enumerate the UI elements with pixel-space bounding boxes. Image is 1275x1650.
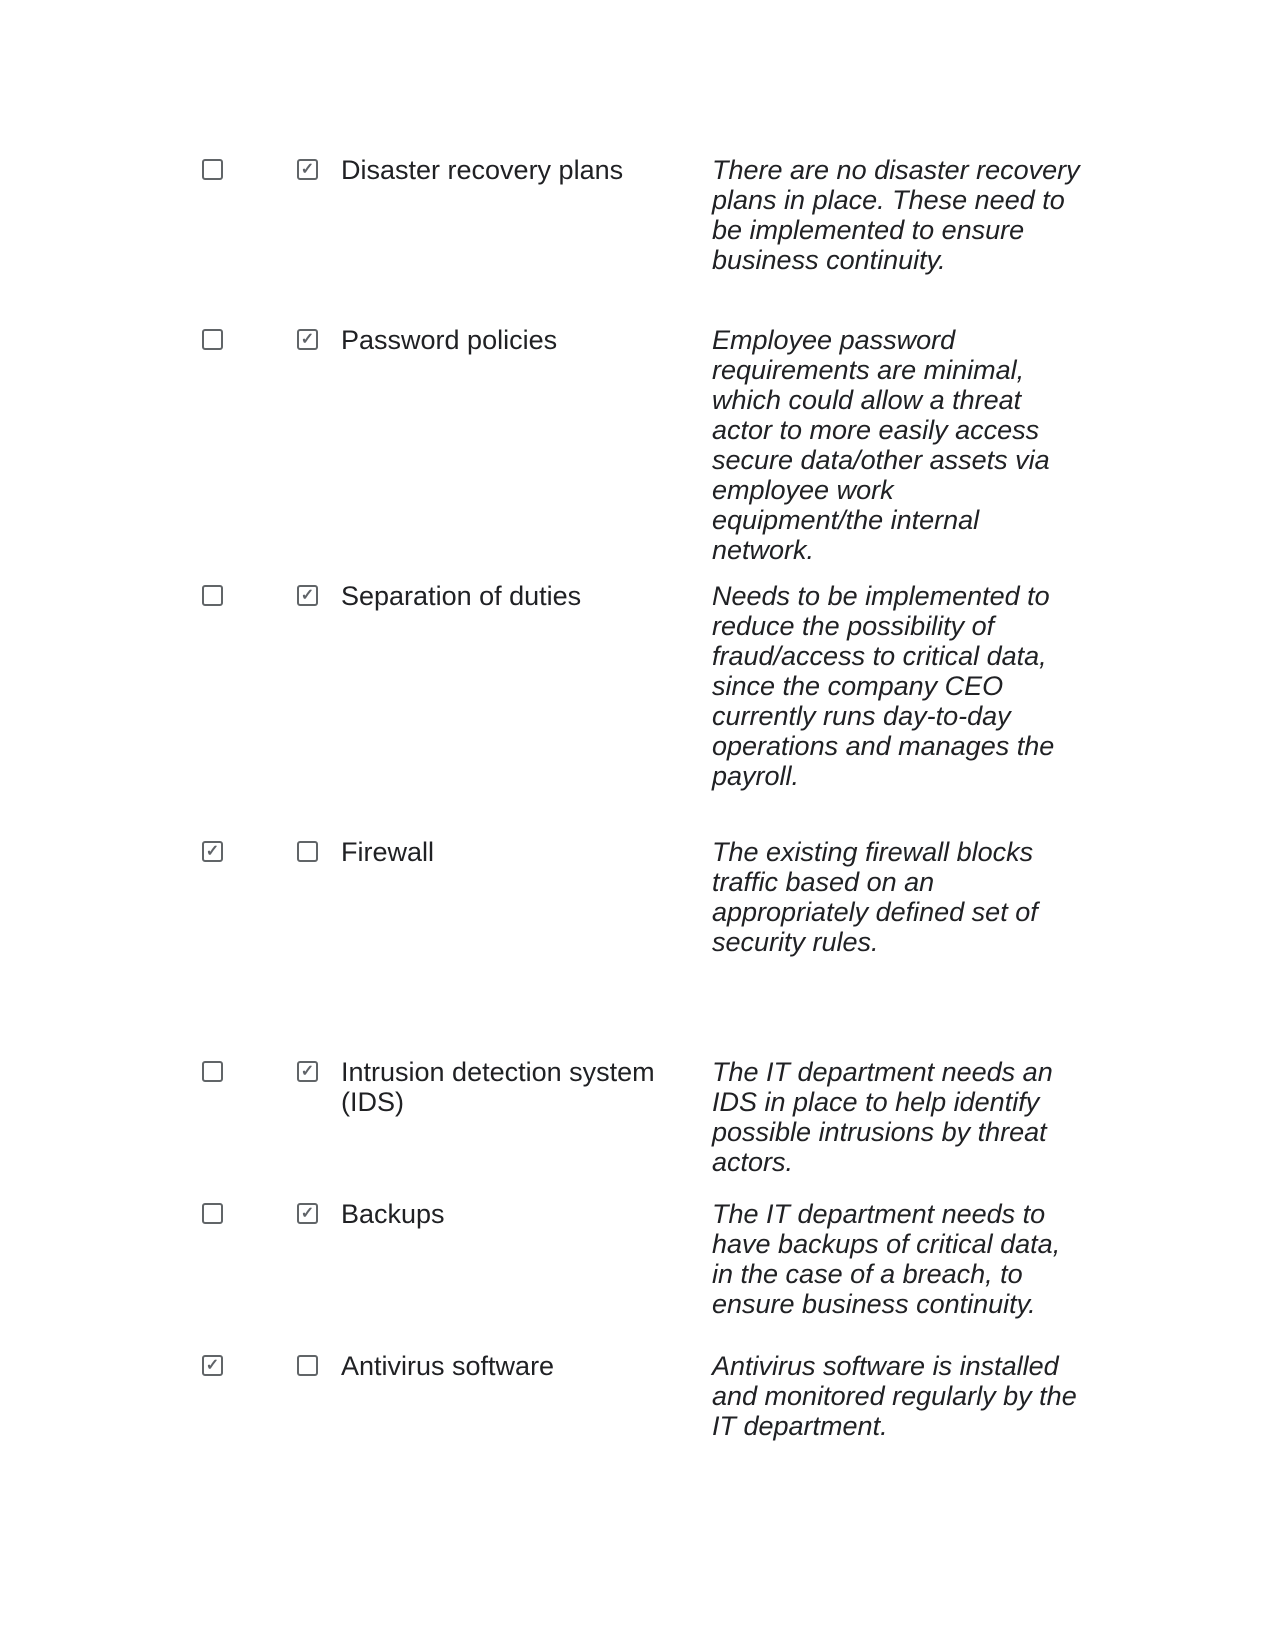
item-description-line: The IT department needs an xyxy=(712,1057,1053,1087)
item-description-line: employee work xyxy=(712,475,894,505)
item-name xyxy=(341,581,701,611)
checkbox-unchecked-icon[interactable] xyxy=(202,329,223,350)
item-description xyxy=(712,1351,1077,1441)
checkbox-unchecked-icon[interactable] xyxy=(202,1061,223,1082)
item-description xyxy=(712,1057,1067,1177)
item-description-line: actor to more easily access xyxy=(712,415,1040,445)
checkbox-unchecked-icon[interactable] xyxy=(202,159,223,180)
item-name xyxy=(341,155,701,185)
checkbox-unchecked-icon[interactable] xyxy=(297,1355,318,1376)
item-description-line: have backups of critical data, xyxy=(712,1229,1061,1259)
item-description-line: Needs to be implemented to xyxy=(712,581,1050,611)
item-description-line: traffic based on an xyxy=(712,867,935,897)
item-description-line: appropriately defined set of xyxy=(712,897,1038,927)
item-description xyxy=(712,837,1067,957)
item-description-line: ensure business continuity. xyxy=(712,1289,1036,1319)
item-description-line: payroll. xyxy=(712,761,800,791)
item-name xyxy=(341,325,701,355)
item-description-line: plans in place. These need to xyxy=(712,185,1065,215)
checkbox-checked-icon[interactable]: ✓ xyxy=(202,1355,223,1376)
item-description-line: The IT department needs to xyxy=(712,1199,1046,1229)
item-description-line: and monitored regularly by the xyxy=(712,1381,1077,1411)
item-description-line: business continuity. xyxy=(712,245,946,275)
item-description-line: fraud/access to critical data, xyxy=(712,641,1047,671)
item-description-line: reduce the possibility of xyxy=(712,611,995,641)
item-description-line: network. xyxy=(712,535,815,565)
item-description xyxy=(712,1199,1067,1319)
checkbox-checked-icon[interactable]: ✓ xyxy=(297,585,318,606)
item-description-line: IDS in place to help identify xyxy=(712,1087,1040,1117)
item-description-line: since the company CEO xyxy=(712,671,1004,701)
item-description-line: Antivirus software is installed xyxy=(712,1351,1059,1381)
item-name-line: (IDS) xyxy=(341,1087,404,1117)
checkbox-unchecked-icon[interactable] xyxy=(202,1203,223,1224)
checkbox-checked-icon[interactable]: ✓ xyxy=(297,1061,318,1082)
item-name-line: Backups xyxy=(341,1199,445,1229)
checkbox-unchecked-icon[interactable] xyxy=(297,841,318,862)
checkbox-unchecked-icon[interactable] xyxy=(202,585,223,606)
checkbox-checked-icon[interactable]: ✓ xyxy=(297,329,318,350)
item-name-line: Intrusion detection system xyxy=(341,1057,655,1087)
item-description-line: IT department. xyxy=(712,1411,888,1441)
item-description-line: which could allow a threat xyxy=(712,385,1022,415)
item-name-line: Antivirus software xyxy=(341,1351,555,1381)
checkbox-checked-icon[interactable]: ✓ xyxy=(297,159,318,180)
item-description-line: possible intrusions by threat xyxy=(712,1117,1047,1147)
item-description-line: equipment/the internal xyxy=(712,505,980,535)
item-name xyxy=(341,1057,701,1117)
item-description-line: security rules. xyxy=(712,927,879,957)
item-description-line: be implemented to ensure xyxy=(712,215,1025,245)
item-name-line: Disaster recovery plans xyxy=(341,155,624,185)
checkbox-checked-icon[interactable]: ✓ xyxy=(202,841,223,862)
item-description xyxy=(712,325,1067,565)
item-description-line: actors. xyxy=(712,1147,794,1177)
checkbox-checked-icon[interactable]: ✓ xyxy=(297,1203,318,1224)
item-description-line: operations and manages the xyxy=(712,731,1055,761)
item-description-line: There are no disaster recovery xyxy=(712,155,1080,185)
item-name xyxy=(341,837,701,867)
item-description xyxy=(712,155,1080,275)
item-name xyxy=(341,1351,701,1381)
item-description-line: Employee password xyxy=(712,325,956,355)
item-description-line: The existing firewall blocks xyxy=(712,837,1034,867)
item-description-line: secure data/other assets via xyxy=(712,445,1050,475)
item-description xyxy=(712,581,1067,791)
item-name-line: Password policies xyxy=(341,325,558,355)
item-description-line: in the case of a breach, to xyxy=(712,1259,1023,1289)
item-description-line: requirements are minimal, xyxy=(712,355,1025,385)
item-name-line: Firewall xyxy=(341,837,435,867)
item-name-line: Separation of duties xyxy=(341,581,582,611)
item-description-line: currently runs day-to-day xyxy=(712,701,1011,731)
item-name xyxy=(341,1199,701,1229)
